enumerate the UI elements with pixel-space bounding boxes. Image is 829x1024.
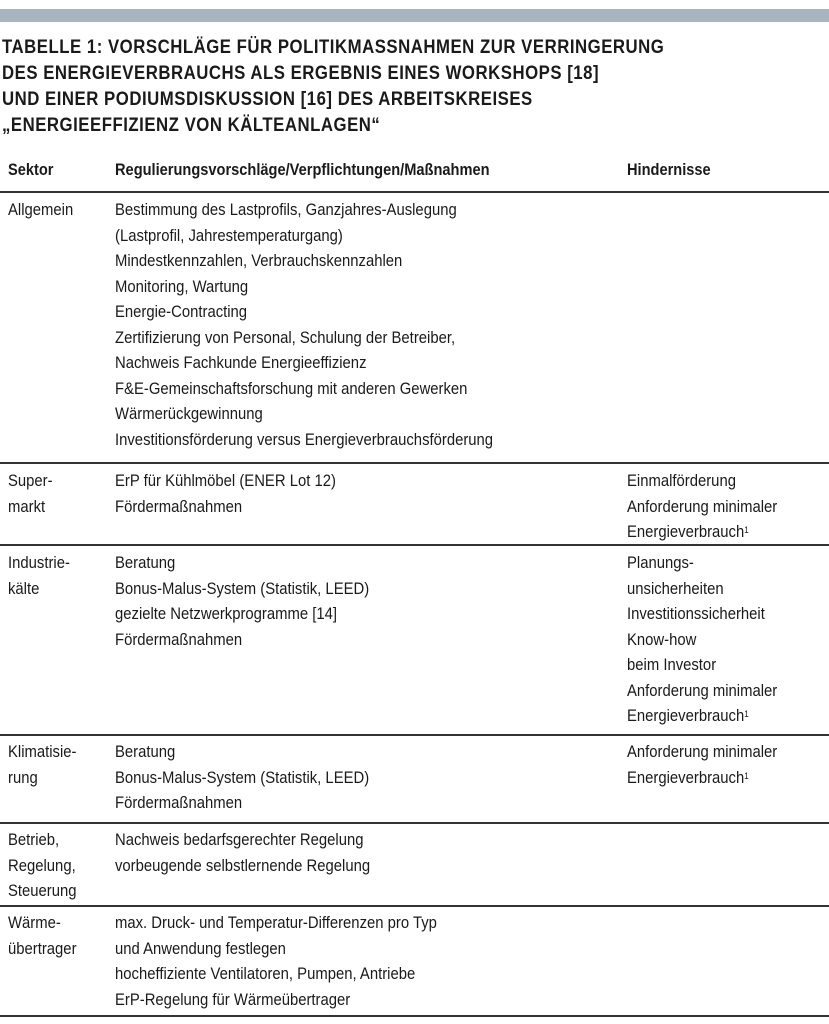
massnahmen-line: (Lastprofil, Jahrestemperaturgang) <box>115 226 343 245</box>
row-rule <box>0 822 829 824</box>
sektor-line: markt <box>8 497 46 516</box>
sektor-cell <box>8 551 70 602</box>
massnahmen-cell <box>115 469 336 520</box>
sektor-line: kälte <box>8 579 40 598</box>
title-line: TABELLE 1: VORSCHLÄGE FÜR POLITIKMASSNAHMEN ZUR VERRINGERUNG <box>2 36 665 58</box>
sektor-cell <box>8 469 53 520</box>
massnahmen-line: ErP-Regelung für Wärmeübertrager <box>115 990 351 1009</box>
massnahmen-line: Nachweis bedarfsgerechter Regelung <box>115 831 364 849</box>
row-rule <box>0 544 829 546</box>
row-rule <box>0 905 829 907</box>
sektor-line: Klimatisie- <box>8 743 77 761</box>
massnahmen-line: Bonus-Malus-System (Statistik, LEED) <box>115 768 370 787</box>
footnote-mark: 1 <box>744 525 749 535</box>
massnahmen-line: hocheffiziente Ventilatoren, Pumpen, Antriebe <box>115 965 416 983</box>
hindernisse-line: Energieverbrauch$^1$ <box>627 707 749 725</box>
sektor-line: übertrager <box>8 939 77 958</box>
title-line: DES ENERGIEVERBRAUCHS ALS ERGEBNIS EINES WORKSHOPS [18] <box>2 62 600 84</box>
footnote-mark: 1 <box>744 770 749 781</box>
massnahmen-line: Bestimmung des Lastprofils, Ganzjahres-Auslegung <box>115 201 457 219</box>
massnahmen-line: Fördermaßnahmen <box>115 794 243 812</box>
table-title <box>2 34 712 138</box>
sektor-cell <box>8 911 77 962</box>
hindernisse-line: Energieverbrauch$^1$ <box>627 768 749 787</box>
sektor-line: Regelung, <box>8 856 76 875</box>
massnahmen-cell <box>115 911 437 1013</box>
massnahmen-line: Beratung <box>115 743 176 761</box>
massnahmen-cell <box>115 740 369 817</box>
hindernisse-line: unsicherheiten <box>627 579 724 598</box>
sektor-cell <box>8 828 77 905</box>
title-line: „ENERGIEEFFIZIENZ VON KÄLTEANLAGEN“ <box>2 114 381 136</box>
massnahmen-line: max. Druck- und Temperatur-Differenzen pro Typ <box>115 914 437 932</box>
hindernisse-cell <box>627 469 777 546</box>
massnahmen-line: Nachweis Fachkunde Energieeffizienz <box>115 354 367 372</box>
hindernisse-line: Energieverbrauch$^1$ <box>627 523 749 541</box>
massnahmen-line: und Anwendung festlegen <box>115 939 286 958</box>
massnahmen-line: Mindestkennzahlen, Verbrauchskennzahlen <box>115 252 403 270</box>
sektor-line: Allgemein <box>8 201 74 219</box>
title-line: UND EINER PODIUMSDISKUSSION [16] DES ARBEITSKREISES <box>2 88 533 110</box>
header-hindernisse: Hindernisse <box>627 160 711 179</box>
header-sektor: Sektor <box>8 160 54 179</box>
hindernisse-line: Know-how <box>627 630 697 649</box>
hindernisse-line: beim Investor <box>627 656 717 674</box>
header-band <box>0 9 829 22</box>
massnahmen-line: Beratung <box>115 554 176 572</box>
row-rule <box>0 734 829 736</box>
massnahmen-cell <box>115 198 493 453</box>
row-rule <box>0 462 829 464</box>
hindernisse-line: Einmalförderung <box>627 472 736 490</box>
massnahmen-cell <box>115 551 369 653</box>
massnahmen-line: Investitionsförderung versus Energieverbrauchsförderung <box>115 430 494 449</box>
footnote-mark: 1 <box>744 709 749 719</box>
header-rule <box>0 191 829 193</box>
hindernisse-line: Anforderung minimaler <box>627 681 778 700</box>
sektor-line: rung <box>8 768 38 787</box>
sektor-line: Steuerung <box>8 882 77 900</box>
massnahmen-line: gezielte Netzwerkprogramme [14] <box>115 605 338 623</box>
sektor-line: Super- <box>8 472 53 490</box>
sektor-line: Industrie- <box>8 554 70 572</box>
hindernisse-cell <box>627 551 777 730</box>
massnahmen-line: Fördermaßnahmen <box>115 630 243 649</box>
hindernisse-cell <box>627 740 777 791</box>
sektor-cell <box>8 740 76 791</box>
massnahmen-line: Bonus-Malus-System (Statistik, LEED) <box>115 579 370 598</box>
massnahmen-line: Fördermaßnahmen <box>115 497 243 516</box>
header-massnahmen: Regulierungsvorschläge/Verpflichtungen/Maßnahmen <box>115 160 490 179</box>
massnahmen-line: Zertifizierung von Personal, Schulung der Betreiber, <box>115 328 456 347</box>
hindernisse-line: Planungs- <box>627 554 694 572</box>
massnahmen-line: vorbeugende selbstlernende Regelung <box>115 856 371 875</box>
hindernisse-line: Anforderung minimaler <box>627 743 778 761</box>
massnahmen-line: ErP für Kühlmöbel (ENER Lot 12) <box>115 472 336 490</box>
sektor-line: Betrieb, <box>8 831 60 849</box>
hindernisse-line: Anforderung minimaler <box>627 497 778 516</box>
sektor-cell <box>8 198 73 224</box>
massnahmen-line: Monitoring, Wartung <box>115 277 249 296</box>
sektor-line: Wärme- <box>8 914 61 932</box>
row-rule <box>0 1015 829 1017</box>
massnahmen-line: F&E-Gemeinschaftsforschung mit anderen Gewerken <box>115 379 468 398</box>
massnahmen-cell <box>115 828 370 879</box>
massnahmen-line: Energie-Contracting <box>115 303 248 321</box>
hindernisse-line: Investitionssicherheit <box>627 605 765 623</box>
massnahmen-line: Wärmerückgewinnung <box>115 405 263 423</box>
